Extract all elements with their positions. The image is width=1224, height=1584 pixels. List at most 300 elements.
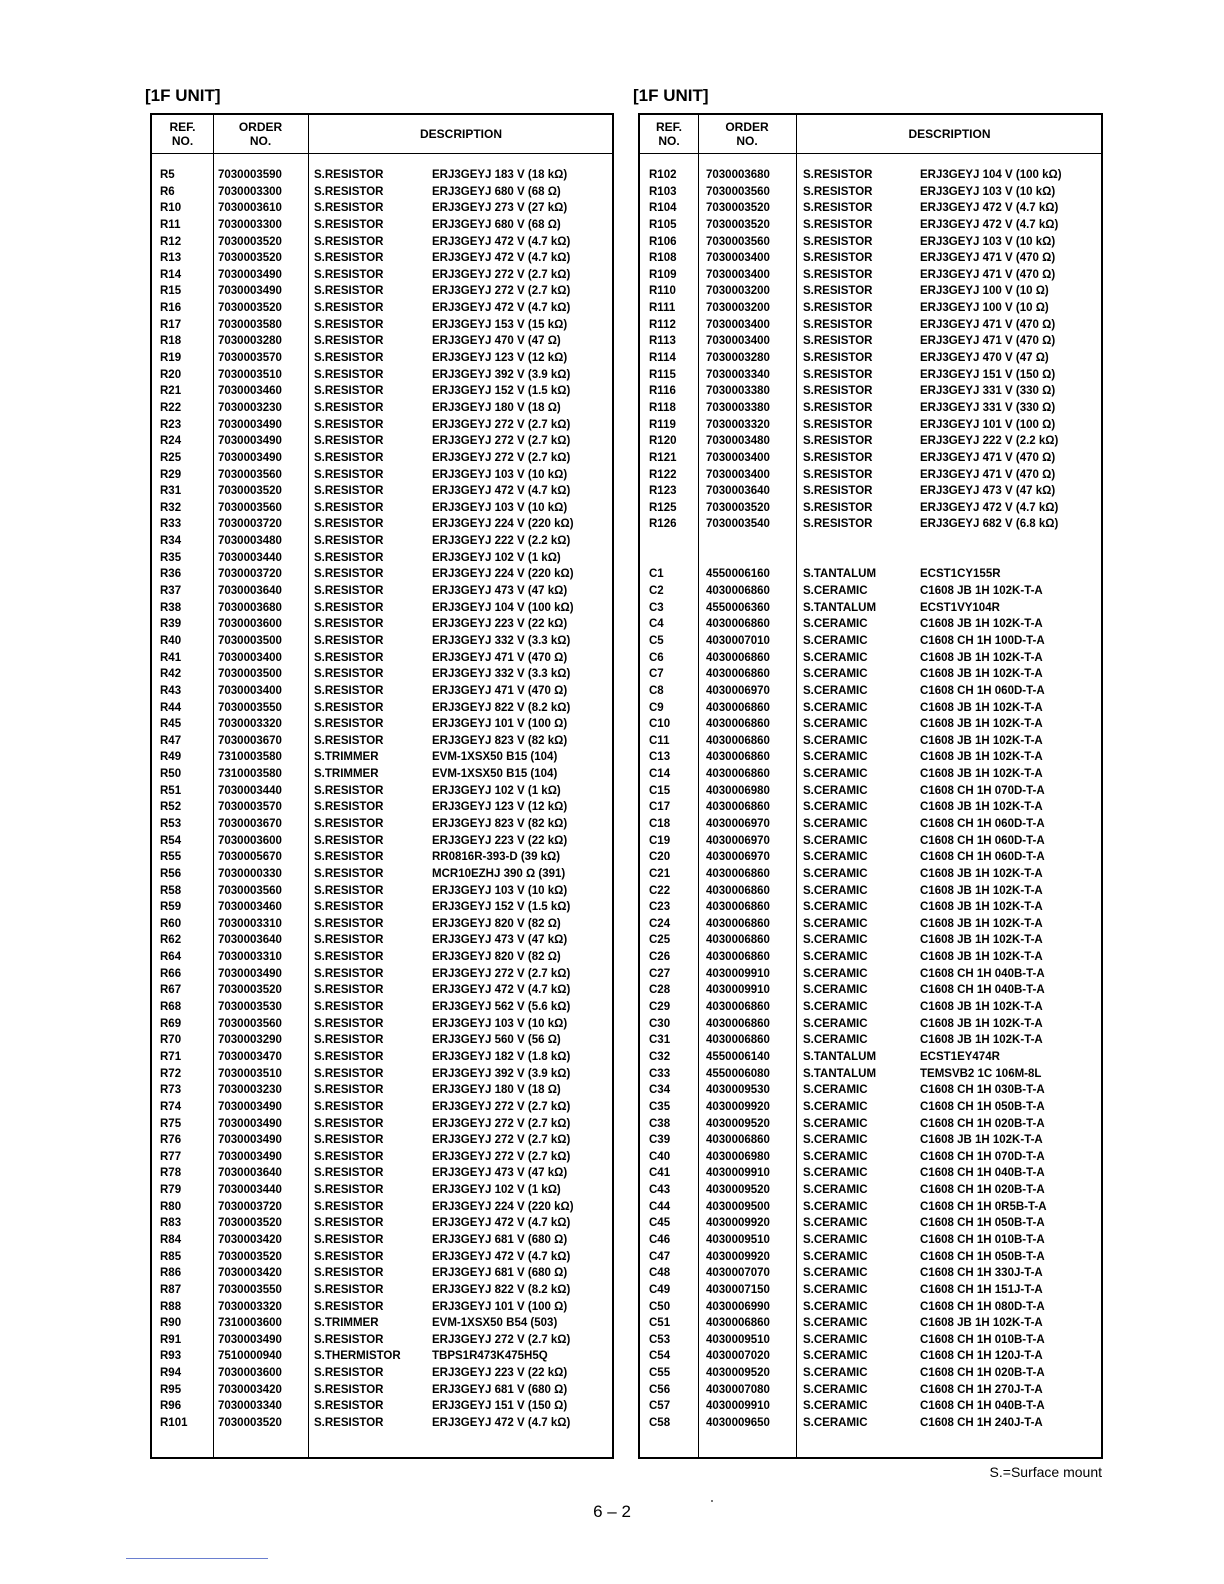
order-no-cell: 4030006990 xyxy=(706,1300,770,1313)
table-row xyxy=(640,167,1101,184)
order-no-cell: 4030007070 xyxy=(706,1267,770,1280)
order-no-cell: 7030003580 xyxy=(218,318,282,331)
order-no-cell: 7030003440 xyxy=(218,551,282,564)
part-spec-cell: ERJ3GEYJ 272 V (2.7 kΩ) xyxy=(432,1117,571,1130)
part-spec-cell: ERJ3GEYJ 272 V (2.7 kΩ) xyxy=(432,285,571,298)
table-row xyxy=(152,417,612,434)
table-row xyxy=(152,916,612,933)
table-row xyxy=(152,866,612,883)
ref-no-cell: R114 xyxy=(649,352,676,365)
part-spec-cell: ERJ3GEYJ 104 V (100 kΩ) xyxy=(920,169,1062,181)
order-no-cell: 4030006860 xyxy=(706,751,770,764)
ref-no-cell: C41 xyxy=(649,1167,671,1180)
table-row xyxy=(640,184,1101,201)
table-row xyxy=(640,783,1101,800)
ref-no-cell: R126 xyxy=(649,518,677,531)
order-no-cell: 4030009920 xyxy=(706,1100,770,1113)
table-row xyxy=(640,1265,1101,1282)
ref-no-cell: R56 xyxy=(160,867,182,880)
ref-no-cell: C1 xyxy=(649,568,664,581)
order-no-cell: 4030006860 xyxy=(706,718,770,731)
table-row xyxy=(152,799,612,816)
ref-no-cell: C40 xyxy=(649,1150,671,1163)
table-row xyxy=(152,1265,612,1282)
part-type-cell: S.RESISTOR xyxy=(314,485,384,498)
part-spec-cell: C1608 JB 1H 102K-T-A xyxy=(920,1034,1043,1047)
ref-no-cell: R115 xyxy=(649,368,676,381)
part-spec-cell: C1608 CH 1H 040B-T-A xyxy=(920,1400,1045,1413)
ref-no-cell: C57 xyxy=(649,1400,671,1413)
ref-no-cell: C11 xyxy=(649,734,670,747)
ref-no-cell: R19 xyxy=(160,352,182,365)
order-no-cell: 7030003320 xyxy=(218,718,282,731)
part-type-cell: S.RESISTOR xyxy=(314,418,384,431)
order-no-cell: 4030007080 xyxy=(706,1383,770,1396)
order-no-cell: 4030006980 xyxy=(706,1150,770,1163)
table-row xyxy=(640,200,1101,217)
part-spec-cell: ERJ3GEYJ 272 V (2.7 kΩ) xyxy=(432,268,571,281)
order-no-cell: 7030003480 xyxy=(218,535,282,548)
part-type-cell: S.CERAMIC xyxy=(803,751,868,764)
part-type-cell: S.CERAMIC xyxy=(803,1350,868,1363)
part-type-cell: S.CERAMIC xyxy=(803,884,868,897)
table-row xyxy=(152,483,612,500)
part-spec-cell: ERJ3GEYJ 103 V (10 kΩ) xyxy=(920,185,1056,198)
table-row xyxy=(640,533,1101,550)
part-spec-cell: ERJ3GEYJ 822 V (8.2 kΩ) xyxy=(432,701,571,714)
ref-no-cell: R40 xyxy=(160,634,182,647)
ref-no-cell: C23 xyxy=(649,901,671,914)
order-no-cell: 7030003420 xyxy=(218,1267,282,1280)
part-type-cell: S.RESISTOR xyxy=(803,285,873,298)
ref-no-cell: R51 xyxy=(160,784,182,797)
ref-no-cell: C5 xyxy=(649,634,664,647)
order-no-cell: 7030003400 xyxy=(218,684,282,697)
ref-no-cell: C26 xyxy=(649,951,671,964)
part-spec-cell: C1608 CH 1H 0R5B-T-A xyxy=(920,1200,1047,1213)
order-no-cell: 7030003480 xyxy=(706,435,770,448)
ref-no-cell: C14 xyxy=(649,768,671,781)
table-row xyxy=(152,1066,612,1083)
part-spec-cell: ERJ3GEYJ 101 V (100 Ω) xyxy=(920,418,1056,431)
part-spec-cell: C1608 CH 1H 040B-T-A xyxy=(920,1167,1045,1180)
order-no-cell: 7030003720 xyxy=(218,518,282,531)
order-no-cell: 7030003640 xyxy=(218,934,282,947)
part-type-cell: S.RESISTOR xyxy=(314,951,384,964)
part-type-cell: S.RESISTOR xyxy=(314,318,384,331)
part-spec-cell: ERJ3GEYJ 472 V (4.7 kΩ) xyxy=(432,1417,571,1430)
ref-no-cell: C13 xyxy=(649,751,671,764)
ref-no-cell: R90 xyxy=(160,1317,182,1330)
order-no-cell: 7030003520 xyxy=(706,501,770,514)
page-number: 6 – 2 xyxy=(593,1502,631,1521)
part-spec-cell: ERJ3GEYJ 123 V (12 kΩ) xyxy=(432,352,568,365)
part-spec-cell: ERJ3GEYJ 472 V (4.7 kΩ) xyxy=(920,218,1059,231)
part-spec-cell: ERJ3GEYJ 103 V (10 kΩ) xyxy=(432,1017,568,1030)
order-no-cell: 4030009510 xyxy=(706,1234,770,1246)
ref-no-cell: R36 xyxy=(160,568,182,581)
ref-no-cell: R21 xyxy=(160,385,182,398)
order-no-cell: 7030003490 xyxy=(218,1100,282,1113)
order-no-cell: 4030006860 xyxy=(706,668,770,681)
part-type-cell: S.CERAMIC xyxy=(803,851,868,864)
part-spec-cell: ERJ3GEYJ 392 V (3.9 kΩ) xyxy=(432,368,571,381)
ref-no-cell: R62 xyxy=(160,934,182,947)
order-no-cell: 7030000330 xyxy=(218,867,282,880)
part-spec-cell: ERJ3GEYJ 471 V (470 Ω) xyxy=(920,318,1056,331)
table-row xyxy=(640,250,1101,267)
part-type-cell: S.CERAMIC xyxy=(803,668,868,681)
order-no-cell: 7030003400 xyxy=(706,252,770,265)
part-spec-cell: C1608 JB 1H 102K-T-A xyxy=(920,901,1043,914)
table-row xyxy=(640,1116,1101,1133)
order-no-cell: 4030006970 xyxy=(706,817,770,830)
part-spec-cell: ERJ3GEYJ 822 V (8.2 kΩ) xyxy=(432,1283,571,1296)
ref-no-cell: C33 xyxy=(649,1067,671,1080)
ref-no-cell: C32 xyxy=(649,1050,671,1063)
table-row xyxy=(152,633,612,650)
part-spec-cell: ERJ3GEYJ 331 V (330 Ω) xyxy=(920,401,1056,414)
footer-rule xyxy=(126,1558,268,1559)
ref-no-cell: C46 xyxy=(649,1234,671,1246)
order-no-cell: 7030003290 xyxy=(218,1034,282,1047)
table-row xyxy=(640,1099,1101,1116)
part-type-cell: S.RESISTOR xyxy=(314,1184,384,1197)
table-row xyxy=(152,700,612,717)
order-no-cell: 7030003510 xyxy=(218,1067,282,1080)
part-type-cell: S.RESISTOR xyxy=(314,984,384,997)
table-row xyxy=(640,1249,1101,1266)
table-row xyxy=(640,1382,1101,1399)
ref-no-cell: R112 xyxy=(649,318,676,331)
table-row xyxy=(640,1348,1101,1365)
order-no-cell: 7030003490 xyxy=(218,268,282,281)
part-spec-cell: ECST1VY104R xyxy=(920,601,1000,614)
table-row xyxy=(152,982,612,999)
part-type-cell: S.CERAMIC xyxy=(803,1217,868,1230)
ref-no-cell: R38 xyxy=(160,601,182,614)
part-type-cell: S.RESISTOR xyxy=(314,1034,384,1047)
part-spec-cell: ERJ3GEYJ 152 V (1.5 kΩ) xyxy=(432,901,571,914)
ref-no-cell: C18 xyxy=(649,817,671,830)
table-row xyxy=(640,616,1101,633)
part-spec-cell: ERJ3GEYJ 180 V (18 Ω) xyxy=(432,401,561,414)
order-no-cell: 7030003440 xyxy=(218,784,282,797)
table-row xyxy=(640,1049,1101,1066)
part-type-cell: S.CERAMIC xyxy=(803,1200,868,1213)
table-row xyxy=(640,1398,1101,1415)
part-spec-cell: C1608 CH 1H 040B-T-A xyxy=(920,984,1045,997)
table-row xyxy=(152,1082,612,1099)
part-type-cell: S.TRIMMER xyxy=(314,1317,379,1330)
part-spec-cell: ERJ3GEYJ 472 V (4.7 kΩ) xyxy=(920,501,1059,514)
part-spec-cell: ERJ3GEYJ 273 V (27 kΩ) xyxy=(432,202,568,215)
part-spec-cell: C1608 JB 1H 102K-T-A xyxy=(920,768,1043,781)
part-type-cell: S.RESISTOR xyxy=(314,385,384,398)
table-row xyxy=(152,1199,612,1216)
ref-no-cell: R35 xyxy=(160,551,182,564)
part-spec-cell: ERJ3GEYJ 472 V (4.7 kΩ) xyxy=(432,485,571,498)
table-row xyxy=(640,1282,1101,1299)
table-row xyxy=(152,317,612,334)
part-spec-cell: ERJ3GEYJ 224 V (220 kΩ) xyxy=(432,568,574,581)
part-spec-cell: ERJ3GEYJ 102 V (1 kΩ) xyxy=(432,551,561,564)
ref-no-cell: R106 xyxy=(649,235,677,248)
order-no-cell: 4030009910 xyxy=(706,984,770,997)
part-type-cell: S.RESISTOR xyxy=(314,535,384,548)
ref-no-cell: R18 xyxy=(160,335,182,348)
table-row xyxy=(640,816,1101,833)
ref-no-cell: C7 xyxy=(649,668,664,681)
part-type-cell: S.RESISTOR xyxy=(314,1001,384,1014)
part-spec-cell: ERJ3GEYJ 182 V (1.8 kΩ) xyxy=(432,1050,571,1063)
order-no-cell: 7310003580 xyxy=(218,768,282,781)
part-spec-cell: ERJ3GEYJ 103 V (10 kΩ) xyxy=(432,468,568,481)
table-row xyxy=(640,1165,1101,1182)
order-no-cell: 7030003400 xyxy=(218,651,282,664)
part-type-cell: S.CERAMIC xyxy=(803,1084,868,1097)
order-no-cell: 7030003520 xyxy=(706,218,770,231)
ref-no-cell: R45 xyxy=(160,718,182,731)
order-no-cell: 7030003340 xyxy=(706,368,770,381)
left-parts-table xyxy=(150,113,614,1459)
part-spec-cell: ERJ3GEYJ 681 V (680 Ω) xyxy=(432,1234,568,1246)
table-row xyxy=(640,883,1101,900)
ref-no-cell: C56 xyxy=(649,1383,671,1396)
table-row xyxy=(152,1049,612,1066)
part-spec-cell: ERJ3GEYJ 100 V (10 Ω) xyxy=(920,285,1049,298)
ref-no-cell: C44 xyxy=(649,1200,671,1213)
table-row xyxy=(640,1199,1101,1216)
order-no-cell: 4030007020 xyxy=(706,1350,770,1363)
order-no-cell: 7030003560 xyxy=(706,185,770,198)
ref-no-cell: R10 xyxy=(160,202,182,215)
ref-no-cell: R69 xyxy=(160,1017,182,1030)
part-type-cell: S.RESISTOR xyxy=(314,568,384,581)
part-type-cell: S.CERAMIC xyxy=(803,1034,868,1047)
part-type-cell: S.RESISTOR xyxy=(314,1383,384,1396)
part-type-cell: S.RESISTOR xyxy=(314,817,384,830)
part-spec-cell: ERJ3GEYJ 272 V (2.7 kΩ) xyxy=(432,1150,571,1163)
table-row xyxy=(640,367,1101,384)
part-spec-cell: ERJ3GEYJ 471 V (470 Ω) xyxy=(432,684,568,697)
ref-no-cell: C25 xyxy=(649,934,671,947)
table-row xyxy=(640,1232,1101,1249)
order-no-cell: 7030003570 xyxy=(218,801,282,814)
ref-no-cell: C28 xyxy=(649,984,671,997)
part-spec-cell: ERJ3GEYJ 472 V (4.7 kΩ) xyxy=(432,252,571,265)
part-spec-cell: C1608 JB 1H 102K-T-A xyxy=(920,867,1043,880)
part-type-cell: S.RESISTOR xyxy=(314,1283,384,1296)
part-spec-cell: ERJ3GEYJ 471 V (470 Ω) xyxy=(920,335,1056,348)
left-table-rows xyxy=(152,167,612,1432)
part-type-cell: S.CERAMIC xyxy=(803,984,868,997)
part-spec-cell: C1608 CH 1H 060D-T-A xyxy=(920,851,1045,864)
part-spec-cell: C1608 CH 1H 020B-T-A xyxy=(920,1117,1045,1130)
part-type-cell: S.RESISTOR xyxy=(314,1300,384,1313)
order-no-cell: 7030003550 xyxy=(218,701,282,714)
order-no-cell: 7310003580 xyxy=(218,751,282,764)
order-no-cell: 7030003540 xyxy=(706,518,770,531)
table-row xyxy=(640,283,1101,300)
part-spec-cell: ERJ3GEYJ 272 V (2.7 kΩ) xyxy=(432,1100,571,1113)
part-type-cell: S.CERAMIC xyxy=(803,585,868,598)
ref-no-cell: R121 xyxy=(649,451,677,464)
table-row xyxy=(152,816,612,833)
order-no-cell: 7030003420 xyxy=(218,1383,282,1396)
table-row xyxy=(152,833,612,850)
order-no-cell: 7030003520 xyxy=(218,235,282,248)
table-row xyxy=(152,1299,612,1316)
table-row xyxy=(640,633,1101,650)
part-spec-cell: TEMSVB2 1C 106M-8L xyxy=(920,1067,1042,1080)
part-type-cell: S.RESISTOR xyxy=(803,352,873,365)
description-header xyxy=(308,115,614,153)
ref-no-cell: R102 xyxy=(649,169,677,181)
table-row xyxy=(152,217,612,234)
part-type-cell: S.RESISTOR xyxy=(314,1050,384,1063)
order-no-cell: 4030009520 xyxy=(706,1117,770,1130)
part-spec-cell: ERJ3GEYJ 823 V (82 kΩ) xyxy=(432,734,568,747)
ref-no-cell: R24 xyxy=(160,435,182,448)
order-no-cell: 7030003400 xyxy=(706,468,770,481)
ref-no-cell: C22 xyxy=(649,884,671,897)
table-row xyxy=(152,666,612,683)
part-spec-cell: EVM-1XSX50 B15 (104) xyxy=(432,751,558,764)
order-no-cell: 4030006860 xyxy=(706,884,770,897)
description-header-label: DESCRIPTION xyxy=(908,127,991,141)
part-spec-cell: C1608 CH 1H 050B-T-A xyxy=(920,1100,1045,1113)
ref-no-cell: C9 xyxy=(649,701,664,714)
order-no-cell: 7030003520 xyxy=(218,302,282,315)
order-no-cell: 7030003400 xyxy=(706,335,770,348)
table-row xyxy=(152,1382,612,1399)
part-type-cell: S.RESISTOR xyxy=(314,1067,384,1080)
order-no-cell: 7030003400 xyxy=(706,318,770,331)
table-row xyxy=(640,949,1101,966)
ref-no-cell: R95 xyxy=(160,1383,182,1396)
ref-no-cell: R113 xyxy=(649,335,676,348)
part-spec-cell: ERJ3GEYJ 103 V (10 kΩ) xyxy=(920,235,1056,248)
part-type-cell: S.RESISTOR xyxy=(314,801,384,814)
table-row xyxy=(152,1149,612,1166)
part-type-cell: S.CERAMIC xyxy=(803,651,868,664)
ref-no-cell: R66 xyxy=(160,967,182,980)
order-no-cell: 7030003490 xyxy=(218,285,282,298)
part-spec-cell: C1608 CH 1H 120J-T-A xyxy=(920,1350,1043,1363)
part-spec-cell: ERJ3GEYJ 470 V (47 Ω) xyxy=(920,352,1049,365)
part-type-cell: S.RESISTOR xyxy=(314,252,384,265)
part-spec-cell: ERJ3GEYJ 101 V (100 Ω) xyxy=(432,1300,568,1313)
ref-no-cell: R87 xyxy=(160,1283,182,1296)
part-type-cell: S.CERAMIC xyxy=(803,1017,868,1030)
table-row xyxy=(152,1415,612,1432)
order-no-cell: 7030003560 xyxy=(706,235,770,248)
order-no-cell: 4030009910 xyxy=(706,1167,770,1180)
part-spec-cell: ERJ3GEYJ 332 V (3.3 kΩ) xyxy=(432,634,571,647)
order-no-cell: 7030003520 xyxy=(706,202,770,215)
part-type-cell: S.RESISTOR xyxy=(803,169,873,181)
order-no-cell: 4030006970 xyxy=(706,834,770,847)
part-type-cell: S.RESISTOR xyxy=(314,352,384,365)
part-type-cell: S.CERAMIC xyxy=(803,618,868,631)
order-no-cell: 7030003490 xyxy=(218,418,282,431)
ref-no-cell: C24 xyxy=(649,917,671,930)
right-parts-table xyxy=(638,113,1103,1459)
part-spec-cell: C1608 CH 1H 060D-T-A xyxy=(920,817,1045,830)
table-row xyxy=(640,849,1101,866)
ref-no-cell: R78 xyxy=(160,1167,182,1180)
table-row xyxy=(152,733,612,750)
part-spec-cell: ERJ3GEYJ 102 V (1 kΩ) xyxy=(432,1184,561,1197)
part-spec-cell: ERJ3GEYJ 823 V (82 kΩ) xyxy=(432,817,568,830)
order-no-cell: 7030003400 xyxy=(706,268,770,281)
part-spec-cell: C1608 JB 1H 102K-T-A xyxy=(920,651,1043,664)
part-spec-cell: ERJ3GEYJ 151 V (150 Ω) xyxy=(432,1400,568,1413)
ref-no-cell: C38 xyxy=(649,1117,671,1130)
order-no-cell: 7030003230 xyxy=(218,401,282,414)
order-no-cell: 7030003490 xyxy=(218,1150,282,1163)
order-no-cell: 4030006860 xyxy=(706,951,770,964)
ref-no-cell: C8 xyxy=(649,684,664,697)
order-no-cell: 4030009520 xyxy=(706,1367,770,1380)
order-no-cell: 7030003380 xyxy=(706,385,770,398)
part-type-cell: S.CERAMIC xyxy=(803,684,868,697)
part-type-cell: S.RESISTOR xyxy=(314,551,384,564)
table-row xyxy=(640,600,1101,617)
order-no-cell: 7030003560 xyxy=(218,884,282,897)
ref-no-cell: R41 xyxy=(160,651,182,664)
table-row xyxy=(152,300,612,317)
part-spec-cell: ERJ3GEYJ 820 V (82 Ω) xyxy=(432,951,561,964)
table-row xyxy=(152,749,612,766)
part-spec-cell: ERJ3GEYJ 472 V (4.7 kΩ) xyxy=(432,984,571,997)
part-spec-cell: ERJ3GEYJ 272 V (2.7 kΩ) xyxy=(432,1134,571,1147)
order-no-cell: 7030003490 xyxy=(218,435,282,448)
part-type-cell: S.RESISTOR xyxy=(314,1417,384,1430)
part-spec-cell: C1608 CH 1H 270J-T-A xyxy=(920,1383,1043,1396)
order-no-cell: 7030003520 xyxy=(218,984,282,997)
ref-no-cell: R80 xyxy=(160,1200,182,1213)
part-spec-cell: ERJ3GEYJ 180 V (18 Ω) xyxy=(432,1084,561,1097)
part-spec-cell: ERJ3GEYJ 472 V (4.7 kΩ) xyxy=(920,202,1059,215)
order-no-cell: 7030003200 xyxy=(706,285,770,298)
order-no-cell: 7030003320 xyxy=(218,1300,282,1313)
ref-no-cell: C19 xyxy=(649,834,671,847)
part-type-cell: S.RESISTOR xyxy=(314,784,384,797)
part-type-cell: S.RESISTOR xyxy=(314,668,384,681)
table-row xyxy=(640,433,1101,450)
ref-no-cell: R108 xyxy=(649,252,677,265)
order-no-cell: 4030009510 xyxy=(706,1333,770,1346)
part-type-cell: S.CERAMIC xyxy=(803,917,868,930)
part-spec-cell: ERJ3GEYJ 472 V (4.7 kΩ) xyxy=(432,1250,571,1263)
table-row xyxy=(640,716,1101,733)
ref-no-cell: R86 xyxy=(160,1267,182,1280)
order-no-cell: 4030007010 xyxy=(706,634,770,647)
order-no-cell: 4030009910 xyxy=(706,967,770,980)
ref-no-cell: C10 xyxy=(649,718,671,731)
part-spec-cell: ERJ3GEYJ 471 V (470 Ω) xyxy=(920,268,1056,281)
part-spec-cell: ERJ3GEYJ 470 V (47 Ω) xyxy=(432,335,561,348)
order-no-cell: 4030006860 xyxy=(706,1001,770,1014)
part-type-cell: S.RESISTOR xyxy=(314,401,384,414)
table-row xyxy=(152,333,612,350)
ref-no-cell: C49 xyxy=(649,1283,671,1296)
part-spec-cell: C1608 CH 1H 070D-T-A xyxy=(920,1150,1045,1163)
order-no-cell: 4550006160 xyxy=(706,568,770,581)
ref-no-cell: R37 xyxy=(160,585,182,598)
